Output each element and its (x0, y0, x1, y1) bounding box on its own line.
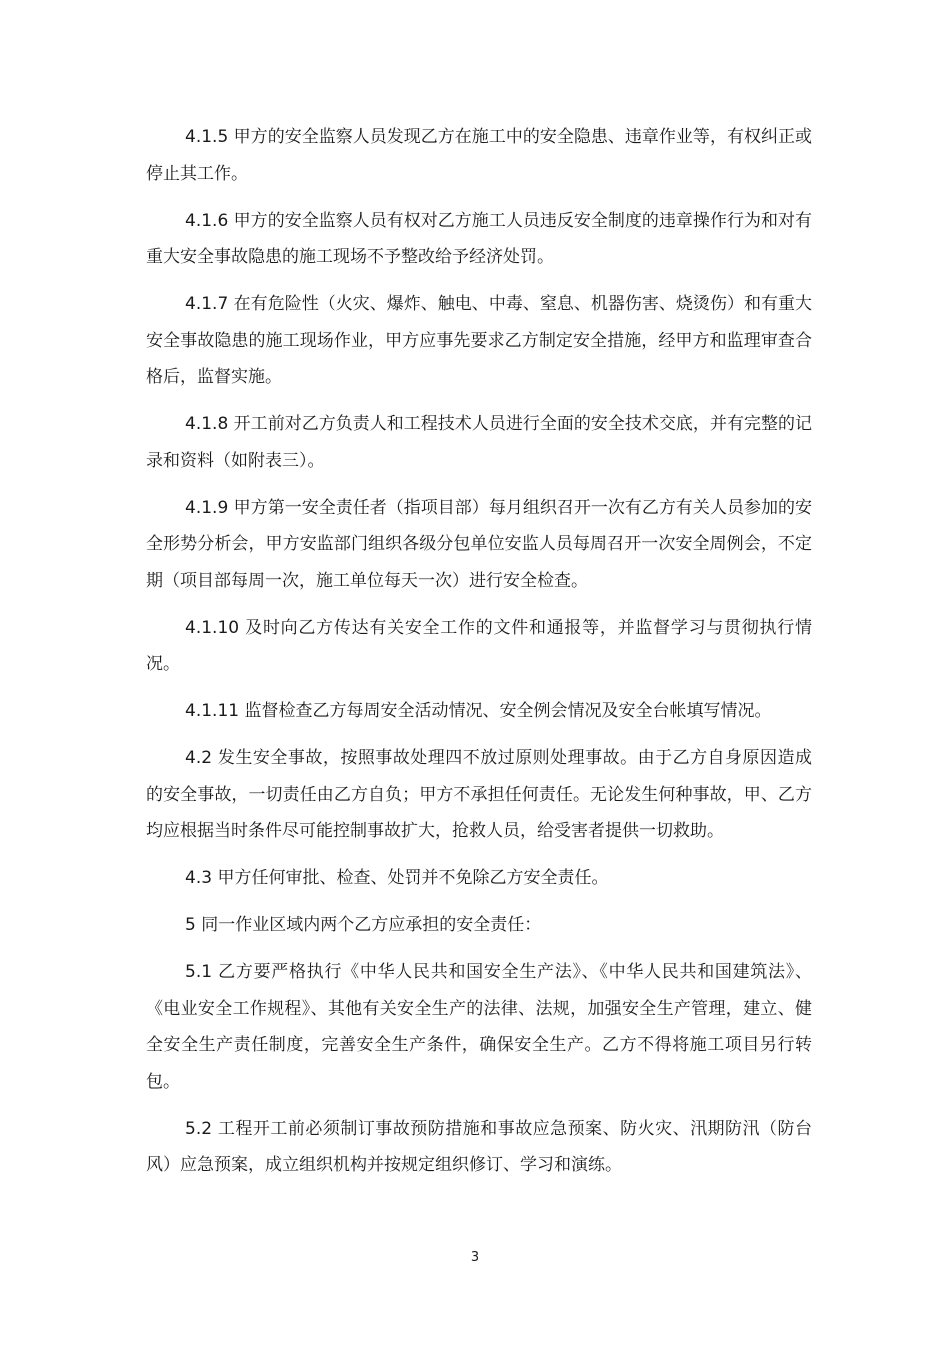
clause-4-1-11: 4.1.11 监督检查乙方每周安全活动情况、安全例会情况及安全台帐填写情况。 (185, 701, 772, 721)
clause-4-2: 4.2 发生安全事故，按照事故处理四不放过原则处理事故。由于乙方自身原因造成的安全事故，一切责任由乙方自负；甲方不承担任何责任。无论发生何种事故，甲、乙方均应根据当时条件尽可能控制事故扩大，抢救人员，给受害者提供一切救助。 (146, 748, 812, 841)
clause-5-2: 5.2 工程开工前必须制订事故预防措施和事故应急预案、防火灾、汛期防汛（防台风）应急预案，成立组织机构并按规定组织修订、学习和演练。 (146, 1118, 812, 1175)
clause-5-1: 5.1 乙方要严格执行《中华人民共和国安全生产法》、《中华人民共和国建筑法》、《电业安全工作规程》、其他有关安全生产的法律、法规，加强安全生产管理，建立、健全安全生产责任制度，完善安全生产条件，确保安全生产。乙方不得将施工项目另行转包。 (146, 962, 812, 1092)
clause-4-1-6: 4.1.6 甲方的安全监察人员有权对乙方施工人员违反安全制度的违章操作行为和对有重大安全事故隐患的施工现场不予整改给予经济处罚。 (146, 210, 812, 267)
clause-4-1-9: 4.1.9 甲方第一安全责任者（指项目部）每月组织召开一次有乙方有关人员参加的安全形势分析会，甲方安监部门组织各级分包单位安监人员每周召开一次安全周例会，不定期（项目部每周一次，施工单位每天一次）进行安全检查。 (146, 497, 812, 591)
page-number: 3 (470, 1250, 480, 1265)
clause-4-1-10: 4.1.10 及时向乙方传达有关安全工作的文件和通报等，并监督学习与贯彻执行情况。 (146, 617, 812, 674)
clause-4-1-7: 4.1.7 在有危险性（火灾、爆炸、触电、中毒、窒息、机器伤害、烧烫伤）和有重大安全事故隐患的施工现场作业，甲方应事先要求乙方制定安全措施，经甲方和监理审查合格后，监督实施。 (146, 294, 812, 387)
clause-4-3: 4.3 甲方任何审批、检查、处罚并不免除乙方安全责任。 (185, 868, 609, 888)
clause-4-1-5: 4.1.5 甲方的安全监察人员发现乙方在施工中的安全隐患、违章作业等，有权纠正或停止其工作。 (146, 127, 812, 184)
document-body (146, 119, 812, 1194)
clause-4-1-8: 4.1.8 开工前对乙方负责人和工程技术人员进行全面的安全技术交底，并有完整的记录和资料（如附表三）。 (146, 414, 812, 471)
section-5-heading: 5 同一作业区域内两个乙方应承担的安全责任： (185, 915, 542, 935)
